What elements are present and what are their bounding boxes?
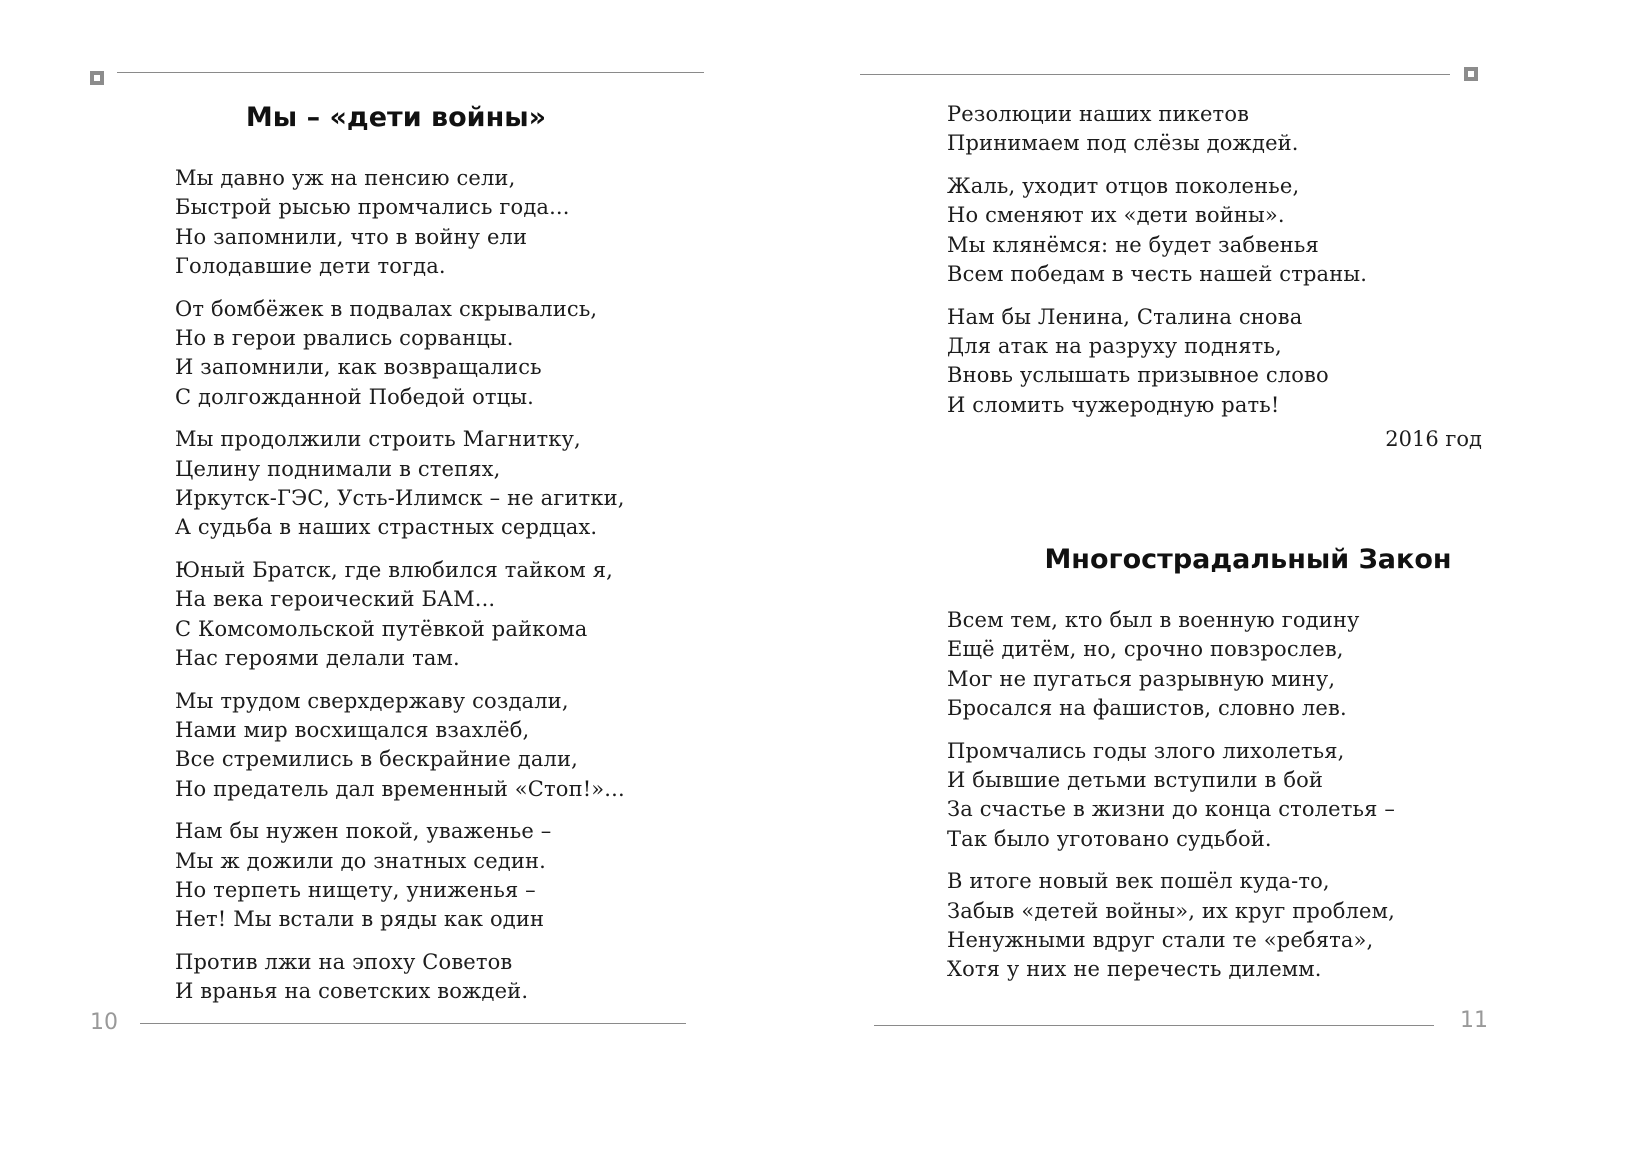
poem-date: 2016 год <box>1385 427 1482 451</box>
poem-line: Так было уготовано судьбой. <box>947 826 1272 851</box>
poem-line: Всем победам в честь нашей страны. <box>947 261 1368 286</box>
stanza <box>175 556 625 673</box>
poem-line: Но предатель дал временный «Стоп!»... <box>175 776 625 801</box>
poem-line: Резолюции наших пикетов <box>947 102 1250 126</box>
poem-line: Жаль, уходит отцов поколенье, <box>947 174 1300 199</box>
poem-title: Мы – «дети войны» <box>245 102 547 133</box>
poem-line: С Комсомольской путёвкой райкома <box>175 616 588 641</box>
page-number: 10 <box>90 1010 118 1035</box>
footer-rule <box>874 1025 1434 1026</box>
poem-line: Голодавшие дети тогда. <box>175 253 446 278</box>
poem-line: От бомбёжек в подвалах скрывались, <box>175 296 598 321</box>
poem-line: Иркутск-ГЭС, Усть-Илимск – не агитки, <box>175 485 625 510</box>
poem-line: Забыв «детей войны», их круг проблем, <box>947 898 1395 923</box>
poem-line: Все стремились в бескрайние дали, <box>175 747 579 772</box>
poem-line: Мы трудом сверхдержаву создали, <box>175 688 569 713</box>
poem-line: За счастье в жизни до конца столетья – <box>947 797 1395 822</box>
poem-line: Против лжи на эпоху Советов <box>175 950 513 975</box>
poem-line: Мы давно уж на пенсию сели, <box>175 166 516 190</box>
stanza <box>947 606 1395 723</box>
poem-line: Принимаем под слёзы дождей. <box>947 131 1299 156</box>
poem-line: Бросался на фашистов, словно лев. <box>947 695 1347 720</box>
poem-line: Мы ж дожили до знатных седин. <box>175 848 546 873</box>
poem-line: Хотя у них не перечесть дилемм. <box>947 957 1322 982</box>
poem-line: Всем тем, кто был в военную годину <box>947 608 1360 632</box>
poem-title: Многострадальный Закон <box>1044 544 1452 575</box>
poem-line: С долгожданной Победой отцы. <box>175 384 535 409</box>
stanza <box>175 948 625 1007</box>
stanza <box>175 425 625 542</box>
poem-line: Но терпеть нищету, униженья – <box>175 878 536 903</box>
footer-rule <box>140 1023 686 1024</box>
right-page <box>824 0 1648 1164</box>
poem-line: Мы клянёмся: не будет забвенья <box>947 232 1319 257</box>
poem-line: Ненужными вдруг стали те «ребята», <box>947 927 1374 952</box>
poem-line: На века героический БАМ... <box>175 587 496 612</box>
stanza <box>947 737 1395 854</box>
poem-line: Нами мир восхищался взахлёб, <box>175 718 530 743</box>
poem-line: Нас героями делали там. <box>175 645 460 670</box>
stanza <box>947 172 1367 289</box>
stanza <box>947 100 1367 159</box>
poem-line: Но запомнили, что в войну ели <box>175 224 528 249</box>
poem-line: Но сменяют их «дети войны». <box>947 203 1285 228</box>
stanza <box>175 164 625 281</box>
poem-line: И бывшие детьми вступили в бой <box>947 767 1324 792</box>
page-number: 11 <box>1460 1008 1488 1033</box>
poem-line: Целину поднимали в степях, <box>175 456 501 481</box>
corner-square-icon <box>1464 67 1478 81</box>
poem-line: В итоге новый век пошёл куда-то, <box>947 869 1330 894</box>
poem-line: Ещё дитём, но, срочно повзрослев, <box>947 637 1344 662</box>
poem-line: И вранья на советских вождей. <box>175 979 529 1004</box>
poem-body <box>175 164 625 1020</box>
poem-line: Нет! Мы встали в ряды как один <box>175 907 545 932</box>
poem-line: Мог не пугаться разрывную мину, <box>947 666 1336 691</box>
poem-line: И сломить чужеродную рать! <box>947 392 1280 417</box>
stanza <box>175 295 625 412</box>
poem-continuation <box>947 100 1367 433</box>
stanza <box>175 687 625 804</box>
poem-line: Но в герои рвались сорванцы. <box>175 325 514 350</box>
header-rule <box>117 72 704 73</box>
poem-line: Мы продолжили строить Магнитку, <box>175 427 581 452</box>
header-rule <box>860 74 1450 75</box>
poem-line: Вновь услышать призывное слово <box>947 363 1329 388</box>
poem-line: А судьба в наших страстных сердцах. <box>175 515 598 540</box>
poem-line: Юный Братск, где влюбился тайком я, <box>175 558 613 583</box>
corner-square-icon <box>90 71 104 85</box>
poem-body <box>947 606 1395 998</box>
stanza <box>947 867 1395 984</box>
poem-line: Для атак на разруху поднять, <box>947 334 1282 359</box>
poem-line: Быстрой рысью промчались года... <box>175 195 570 220</box>
poem-line: Нам бы Ленина, Сталина снова <box>947 304 1303 329</box>
stanza <box>175 817 625 934</box>
stanza <box>947 303 1367 420</box>
poem-line: Нам бы нужен покой, уваженье – <box>175 819 552 844</box>
poem-line: Промчались годы злого лихолетья, <box>947 738 1345 763</box>
poem-line: И запомнили, как возвращались <box>175 355 542 380</box>
